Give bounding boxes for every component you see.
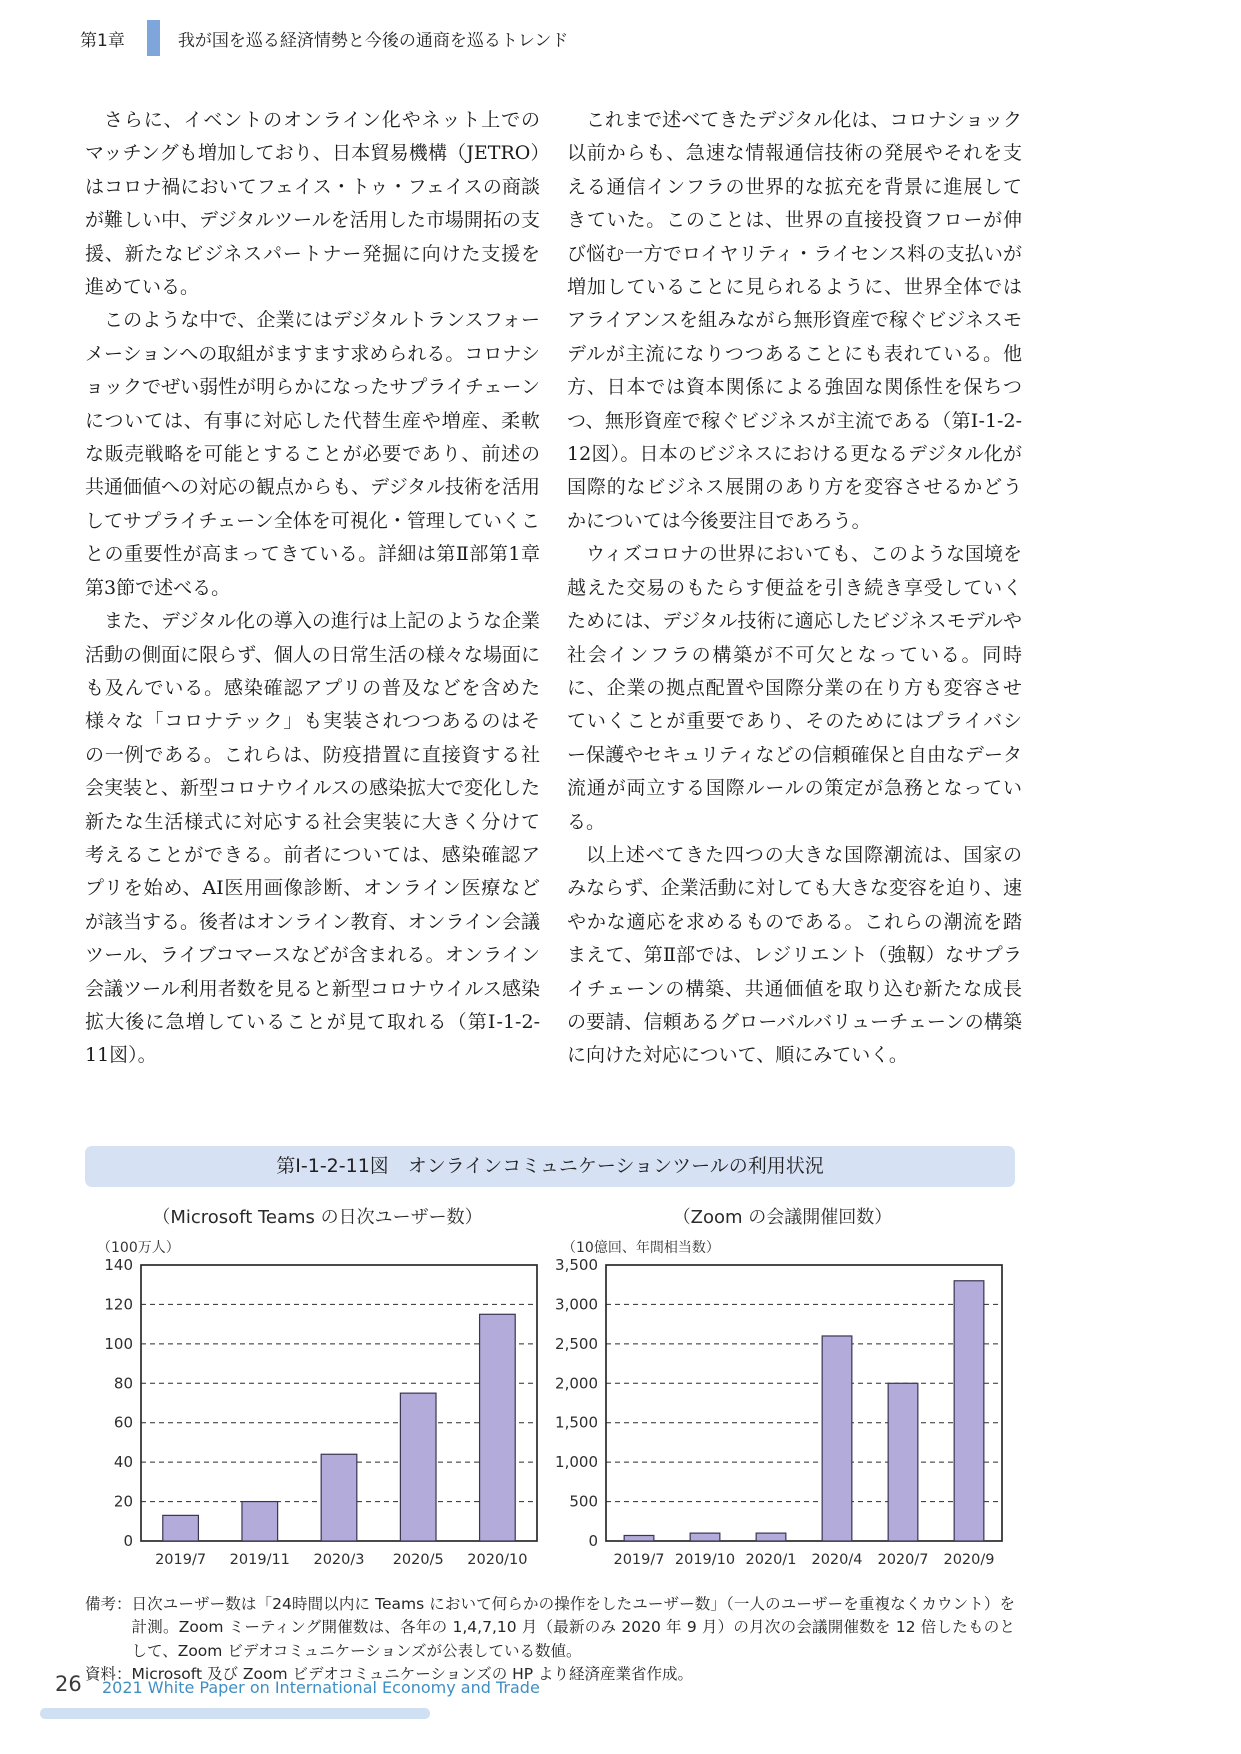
- svg-text:20: 20: [113, 1492, 133, 1511]
- chapter-accent-bar: [147, 20, 160, 56]
- figure-block: [85, 1146, 1015, 1686]
- chart-teams: [85, 1203, 550, 1581]
- figure-notes: [85, 1593, 1015, 1686]
- svg-text:2020/7: 2020/7: [877, 1552, 929, 1568]
- svg-text:140: 140: [104, 1259, 133, 1274]
- footer-title: 2021 White Paper on International Economy and Trade: [102, 1678, 540, 1697]
- paragraph: また、デジタル化の導入の進行は上記のような企業活動の側面に限らず、個人の日常生活の様々な場面にも及んでいる。感染確認アプリの普及などを含めた様々な「コロナテック」も実装されつつあるのはその一例である。これらは、防疫措置に直接資する社会実装と、新型コロナウイルスの感染拡大で変化した新たな生活様式に対応する社会実装に大きく分けて考えることができる。前者については、感染確認アプリを始め、AI医用画像診断、オンライン医療などが該当する。後者はオンライン教育、オンライン会議ツール、ライブコマースなどが含まれる。オンライン会議ツール利用者数を見ると新型コロナウイルス感染拡大後に急増していることが見て取れる（第Ⅰ-1-2-11図）。: [85, 610, 540, 1067]
- paragraph: ウィズコロナの世界においても、このような国境を越えた交易のもたらす便益を引き続き享受していくためには、デジタル技術に適応したビジネスモデルや社会インフラの構築が不可欠となっている。同時に、企業の拠点配置や国際分業の在り方も変容させていくことが重要であり、そのためにはプライバシー保護やセキュリティなどの信頼確保と自由なデータ流通が両立する国際ルールの策定が急務となっている。: [567, 543, 1022, 833]
- body-text: [85, 104, 1022, 1073]
- paragraph: さらに、イベントのオンライン化やネット上でのマッチングも増加しており、日本貿易機構（JETRO）はコロナ禍においてフェイス・トゥ・フェイスの商談が難しい中、デジタルツールを活用した市場開拓の支援、新たなビジネスパートナー発掘に向けた支援を進めている。: [85, 109, 540, 299]
- note-label: 資料：: [85, 1664, 132, 1683]
- svg-text:2019/7: 2019/7: [613, 1552, 665, 1568]
- text-column-right: [567, 104, 1022, 1073]
- chart-teams-unit: （100万人）: [97, 1240, 180, 1256]
- paragraph: このような中で、企業にはデジタルトランスフォーメーションへの取組がますます求められる。コロナショックでぜい弱性が明らかになったサプライチェーンについては、有事に対応した代替生産や増産、柔軟な販売戦略を可能とすることが必要であり、前述の共通価値への対応の観点からも、デジタル技術を活用してサプライチェーン全体を可視化・管理していくことの重要性が高まってきている。詳細は第Ⅱ部第1章第3節で述べる。: [85, 309, 540, 599]
- chart-teams-subtitle: （Microsoft Teams の日次ユーザー数）: [152, 1207, 483, 1228]
- svg-text:1,500: 1,500: [555, 1413, 598, 1432]
- paragraph: 以上述べてきた四つの大きな国際潮流は、国家のみならず、企業活動に対しても大きな変容を迫り、速やかな適応を求めるものである。これらの潮流を踏まえて、第Ⅱ部では、レジリエント（強靱）なサプライチェーンの構築、共通価値を取り込む新たな成長の要請、信頼あるグローバルバリューチェーンの構築に向けた対応について、順にみていく。: [567, 843, 1022, 1067]
- svg-text:2019/7: 2019/7: [155, 1552, 207, 1568]
- svg-text:2019/11: 2019/11: [229, 1552, 290, 1568]
- svg-text:0: 0: [123, 1532, 133, 1550]
- svg-text:1,000: 1,000: [555, 1453, 598, 1472]
- page-number: 26: [55, 1672, 82, 1696]
- svg-text:0: 0: [588, 1532, 598, 1550]
- svg-text:2,500: 2,500: [555, 1334, 598, 1353]
- svg-text:80: 80: [113, 1374, 133, 1393]
- svg-text:2,000: 2,000: [555, 1374, 598, 1393]
- svg-text:2020/3: 2020/3: [313, 1552, 365, 1568]
- text-column-left: [85, 104, 540, 1073]
- chart-zoom-subtitle: （Zoom の会議開催回数）: [672, 1207, 893, 1228]
- svg-text:500: 500: [569, 1492, 598, 1511]
- paragraph: これまで述べてきたデジタル化は、コロナショック以前からも、急速な情報通信技術の発展やそれを支える通信インフラの世界的な拡充を背景に進展してきていた。このことは、世界の直接投資フローが伸び悩む一方でロイヤリティ・ライセンス料の支払いが増加していることに見られるように、世界全体ではアライアンスを組みながら無形資産で稼ぐビジネスモデルが主流になりつつあることにも表れている。他方、日本では資本関係による強固な関係性を保ちつつ、無形資産で稼ぐビジネスが主流である（第Ⅰ-1-2-12図）。日本のビジネスにおける更なるデジタル化が国際的なビジネス展開のあり方を変容させるかどうかについては今後要注目であろう。: [567, 109, 1022, 532]
- svg-text:2020/4: 2020/4: [811, 1552, 863, 1568]
- svg-text:2020/5: 2020/5: [392, 1552, 444, 1568]
- svg-text:2020/10: 2020/10: [467, 1552, 528, 1568]
- svg-text:3,000: 3,000: [555, 1295, 598, 1314]
- note-text: 日次ユーザー数は「24時間以内に Teams において何らかの操作をしたユーザー数」（一人のユーザーを重複なくカウント）を計測。Zoom ミーティング開催数は、各年の 1,4,7,10 月（最新のみ 2020 年 9 月）の月次の会議開催数を 12 倍したものとして、Zoom ビデオコミュニケーションズが公表している数値。: [131, 1595, 1015, 1660]
- svg-text:2020/9: 2020/9: [943, 1552, 995, 1568]
- footer-accent-bar: [40, 1708, 430, 1719]
- chart-zoom: [550, 1203, 1015, 1581]
- svg-text:2020/1: 2020/1: [745, 1552, 797, 1568]
- teams-bar-chart: [85, 1259, 545, 1577]
- svg-text:3,500: 3,500: [555, 1259, 598, 1274]
- chapter-title: 我が国を巡る経済情勢と今後の通商を巡るトレンド: [177, 30, 569, 51]
- chapter-number: 第1章: [80, 30, 125, 51]
- zoom-bar-chart: [550, 1259, 1010, 1577]
- svg-text:120: 120: [104, 1295, 133, 1314]
- chapter-header: [80, 20, 568, 56]
- note-remarks: [85, 1593, 1015, 1663]
- svg-text:60: 60: [113, 1413, 133, 1432]
- svg-text:40: 40: [113, 1453, 133, 1472]
- note-text: Microsoft 及び Zoom ビデオコミュニケーションズの HP より経済産業省作成。: [131, 1664, 694, 1683]
- svg-text:100: 100: [104, 1334, 133, 1353]
- note-label: 備考：: [85, 1595, 132, 1613]
- figure-title: 第Ⅰ-1-2-11図 オンラインコミュニケーションツールの利用状況: [85, 1146, 1015, 1187]
- chart-zoom-unit: （10億回、年間相当数）: [562, 1240, 720, 1256]
- charts-row: [85, 1203, 1015, 1581]
- svg-text:2019/10: 2019/10: [674, 1552, 736, 1568]
